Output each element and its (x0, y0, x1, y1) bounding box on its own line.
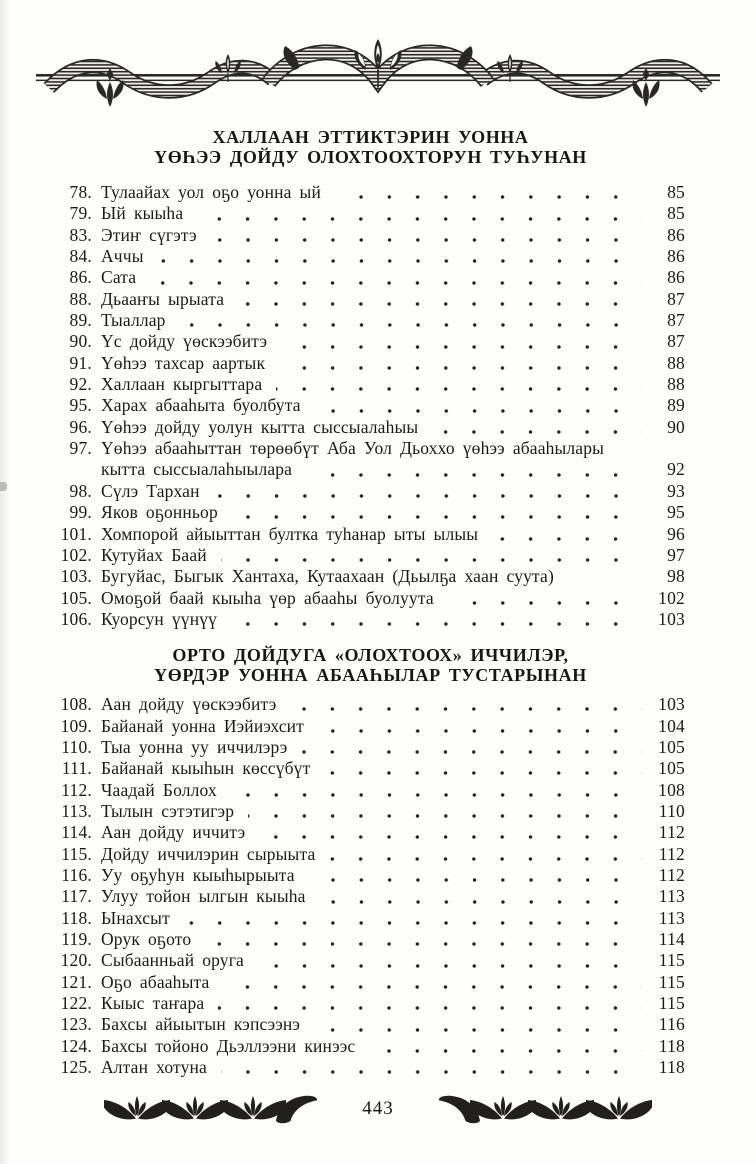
toc-entry (56, 694, 685, 715)
entry-title: Байанай уонна Иэйиэхсит (101, 715, 304, 736)
entry-title-continued: кытта сыссыалаһыылара (101, 459, 293, 480)
entry-number: 122. (60, 993, 92, 1014)
entry-number: 99. (69, 502, 92, 523)
entry-title: Кыыс таҥара (101, 993, 205, 1014)
entry-title: Кутуйах Баай (101, 544, 207, 565)
entry-title: Үс дойду үөскээбитэ (101, 331, 268, 352)
entry-title: Сата (101, 267, 137, 288)
section-heading-line: ХАЛЛААН ЭТТИКТЭРИН УОННА (212, 127, 529, 147)
entry-page-number: 88 (667, 352, 685, 373)
entry-title: Дьааҥы ырыата (101, 288, 225, 309)
entry-page-number: 88 (667, 374, 685, 395)
entry-title: Уу оҕуһун кыыһырыыта (101, 864, 295, 885)
dot-leader (276, 694, 649, 715)
dot-leader (245, 822, 649, 843)
entry-page-number: 102 (658, 587, 685, 608)
entry-number: 101. (60, 523, 92, 544)
toc-entry (56, 246, 685, 267)
toc-entry-continuation (56, 459, 685, 480)
entry-title: Дойду иччилэрин сырыыта (101, 843, 316, 864)
entry-title: Тылын сэтэтигэр (101, 800, 235, 821)
dot-leader (265, 353, 649, 374)
entry-title: Чаадай Боллох (101, 779, 217, 800)
entry-page-number: 87 (667, 310, 685, 331)
entry-page-number: 105 (658, 736, 685, 757)
toc-entry (56, 929, 685, 950)
entry-page-number: 110 (658, 800, 685, 821)
entry-title: Тыаллар (101, 310, 166, 331)
top-headpiece-ornament (33, 36, 723, 114)
dot-leader (478, 524, 649, 545)
entry-number: 118. (61, 907, 92, 928)
entry-title: Ый кыыһа (101, 203, 184, 224)
entry-page-number: 89 (667, 395, 685, 416)
entry-number: 91. (69, 352, 92, 373)
dot-leader (234, 801, 649, 822)
entry-number: 83. (69, 224, 92, 245)
dot-leader (217, 609, 649, 630)
toc-entry (56, 225, 685, 246)
entry-page-number: 104 (658, 715, 685, 736)
entry-page-number: 118 (658, 1035, 685, 1056)
entry-number: 103. (60, 566, 92, 587)
dot-leader (204, 993, 649, 1014)
dot-leader (209, 972, 649, 993)
entry-title: Халлаан кыргыттара (101, 374, 263, 395)
entry-number: 105. (60, 587, 92, 608)
dot-leader (217, 780, 649, 801)
entry-page-number: 96 (667, 523, 685, 544)
dot-leader (136, 267, 649, 288)
entry-title: Улуу тойон ылгын кыыһа (101, 886, 306, 907)
toc-entry (56, 1014, 685, 1035)
dot-leader (355, 1036, 649, 1057)
entry-page-number: 86 (667, 224, 685, 245)
scan-edge-shade (0, 0, 10, 1164)
toc-entry (56, 374, 685, 395)
dot-leader (207, 1057, 649, 1078)
entry-page-number: 95 (667, 502, 685, 523)
entry-title: Ынахсыт (101, 907, 170, 928)
entry-title: Сүлэ Тархан (101, 480, 200, 501)
entry-page-number: 87 (667, 331, 685, 352)
toc-entry (56, 822, 685, 843)
entry-page-number: 112 (658, 843, 685, 864)
dot-leader (292, 459, 649, 480)
toc-entry (56, 950, 685, 971)
toc-entry (56, 737, 685, 758)
entry-number: 95. (69, 395, 92, 416)
ribbon-leaf-ornament-graphic (33, 36, 723, 114)
entry-number: 79. (69, 203, 92, 224)
footer-ornament-left (102, 1094, 318, 1124)
toc-entry (56, 993, 685, 1014)
entry-title: Куорсун үүнүү (101, 608, 218, 629)
dot-leader (267, 331, 649, 352)
dot-leader (262, 374, 649, 395)
entry-title: Орук оҕото (101, 929, 192, 949)
dot-leader (295, 865, 649, 886)
dot-leader (144, 246, 649, 267)
entry-page-number: 85 (667, 182, 685, 202)
toc-entry (56, 438, 685, 459)
spacer (604, 438, 685, 459)
entry-title: Хомпорой айыыттан бултка туһанар ыты ылыы (101, 523, 479, 544)
floral-wave-band-graphic (102, 1094, 318, 1124)
entry-title: Тыа уонна уу иччилэрэ (101, 736, 288, 757)
footer-ornament-right (438, 1094, 654, 1124)
entry-page-number: 115 (658, 950, 685, 971)
section-heading (56, 128, 685, 167)
entry-number: 123. (60, 1014, 92, 1035)
page-footer (0, 1092, 756, 1126)
entry-title: Тулаайах уол оҕо уонна ый (101, 182, 321, 202)
entry-page-number: 115 (658, 971, 685, 992)
toc-entry (56, 865, 685, 886)
entry-title: Этиҥ сүгэтэ (101, 224, 197, 245)
entry-page-number: 92 (667, 459, 685, 480)
toc-entry (56, 524, 685, 545)
entry-number-spacer (56, 459, 92, 480)
entry-number: 116. (61, 864, 92, 885)
dot-leader (183, 203, 649, 224)
dot-leader (418, 417, 649, 438)
toc-entry (56, 545, 685, 566)
toc-entry (56, 972, 685, 993)
dot-leader (166, 310, 649, 331)
entry-page-number: 115 (658, 993, 685, 1014)
entry-number: 113. (61, 800, 92, 821)
entry-page-number: 113 (658, 886, 685, 907)
entry-page-number: 85 (667, 203, 685, 224)
toc-entry (56, 886, 685, 907)
floral-wave-band-graphic (438, 1094, 654, 1124)
entry-page-number: 103 (658, 694, 685, 715)
entry-number: 112. (61, 779, 92, 800)
entry-number: 117. (61, 886, 92, 907)
entry-number: 120. (60, 950, 92, 971)
entry-page-number: 97 (667, 544, 685, 565)
entry-title: Яков оҕонньор (101, 502, 218, 523)
dot-leader (207, 545, 649, 566)
entry-number: 98. (69, 480, 92, 501)
entry-page-number: 105 (658, 758, 685, 779)
entry-title: Аччы (101, 246, 144, 267)
dot-leader (287, 737, 649, 758)
toc-entry (56, 609, 685, 630)
scan-artifact (0, 482, 7, 491)
entry-number: 121. (60, 971, 92, 992)
entry-number: 96. (69, 416, 92, 437)
entry-page-number: 114 (658, 929, 685, 949)
dot-leader (197, 225, 649, 246)
dot-leader (310, 758, 649, 779)
entry-page-number: 98 (667, 566, 685, 587)
entry-page-number: 118 (658, 1057, 685, 1078)
entry-title: Үөһээ тахсар аартык (101, 352, 266, 373)
dot-leader (301, 395, 649, 416)
dot-leader (306, 886, 649, 907)
toc-entry (56, 353, 685, 374)
toc-entry (56, 267, 685, 288)
entry-number: 78. (69, 182, 92, 202)
entry-number: 115. (61, 843, 92, 864)
dot-leader (244, 950, 649, 971)
dot-leader (315, 844, 649, 865)
toc-entry (56, 182, 685, 203)
toc-entry (56, 908, 685, 929)
entry-number: 125. (60, 1057, 92, 1078)
entry-page-number: 90 (667, 416, 685, 437)
entry-number: 86. (69, 267, 92, 288)
entry-number: 114. (61, 822, 92, 843)
section-heading-line: ҮӨРДЭР УОННА АБААҺЫЛАР ТУСТАРЫНАН (154, 664, 587, 685)
toc-entry (56, 331, 685, 352)
dot-leader (304, 716, 649, 737)
table-of-contents (56, 128, 685, 1078)
entry-number: 111. (61, 758, 92, 779)
dot-leader (191, 929, 649, 950)
toc-entry (56, 1057, 685, 1078)
toc-entry (56, 289, 685, 310)
dot-leader (300, 1014, 649, 1035)
entry-page-number: 108 (658, 779, 685, 800)
entry-number: 92. (69, 374, 92, 395)
entry-page-number: 86 (667, 246, 685, 267)
toc-entry (56, 716, 685, 737)
entry-title: Аан дойду иччитэ (101, 822, 246, 843)
entry-number: 124. (60, 1035, 92, 1056)
toc-entry (56, 395, 685, 416)
dot-leader (218, 502, 649, 523)
toc-entry (56, 758, 685, 779)
page-number: 443 (362, 1098, 394, 1119)
toc-entry (56, 844, 685, 865)
entry-title: Бахсы тойоно Дьэллээни кинээс (101, 1035, 356, 1056)
entry-title: Үөһээ дойду уолун кытта сыссыалаһыы (101, 416, 419, 437)
entry-page-number: 87 (667, 288, 685, 309)
entry-number: 109. (60, 715, 92, 736)
dot-leader (170, 908, 649, 929)
toc-entry (56, 588, 685, 609)
entry-title: Омоҕой баай кыыһа үөр абааһы буолуута (101, 587, 434, 608)
entry-page-number: 116 (658, 1014, 685, 1035)
entry-number: 90. (69, 331, 92, 352)
toc-entry (56, 203, 685, 224)
dot-leader (321, 182, 649, 203)
entry-title: Оҕо абааһыта (101, 971, 210, 992)
toc-entry (56, 801, 685, 822)
entry-page-number: 112 (658, 864, 685, 885)
entry-page-number: 112 (658, 822, 685, 843)
entry-page-number: 93 (667, 480, 685, 501)
entry-title: Алтан хотуна (101, 1057, 207, 1078)
entry-number: 106. (60, 608, 92, 629)
toc-entry (56, 310, 685, 331)
entry-number: 97. (69, 438, 92, 459)
entry-number: 84. (69, 246, 92, 267)
dot-leader (554, 566, 649, 587)
entry-page-number: 103 (658, 608, 685, 629)
section-heading-line: ОРТО ДОЙДУГА «ОЛОХТООХ» ИЧЧИЛЭР, (172, 645, 569, 666)
section-heading-line: ҮӨҺЭЭ ДОЙДУ ОЛОХТООХТОРУН ТУҺУНАН (154, 146, 587, 167)
toc-entry (56, 780, 685, 801)
toc-entry (56, 1036, 685, 1057)
toc-entry (56, 481, 685, 502)
entry-number: 88. (69, 288, 92, 309)
entry-number: 89. (69, 310, 92, 331)
toc-entry (56, 502, 685, 523)
section-heading (56, 646, 685, 685)
entry-number: 108. (60, 694, 92, 715)
entry-title: Байанай кыыһын көссүбүт (101, 758, 311, 779)
entry-page-number: 86 (667, 267, 685, 288)
dot-leader (224, 289, 649, 310)
entry-title: Үөһээ абааһыттан төрөөбүт Аба Уол Дьоххо үөһээ абааһылары (101, 438, 605, 459)
entry-number: 102. (60, 544, 92, 565)
entry-title: Бахсы айыытын кэпсээнэ (101, 1014, 301, 1035)
entry-title: Бугуйас, Быгык Хантаха, Кутаахаан (Дьылҕа хаан суута) (101, 566, 554, 587)
entry-title: Харах абааһыта буолбута (101, 395, 301, 416)
dot-leader (434, 588, 649, 609)
toc-entry (56, 566, 685, 587)
entry-number: 119. (61, 929, 92, 949)
entry-number: 110. (61, 736, 92, 757)
entry-title: Сыбаанньай оруга (101, 950, 244, 971)
toc-entry (56, 417, 685, 438)
entry-page-number: 113 (658, 907, 685, 928)
entry-title: Аан дойду үөскээбитэ (101, 694, 277, 715)
dot-leader (200, 481, 649, 502)
